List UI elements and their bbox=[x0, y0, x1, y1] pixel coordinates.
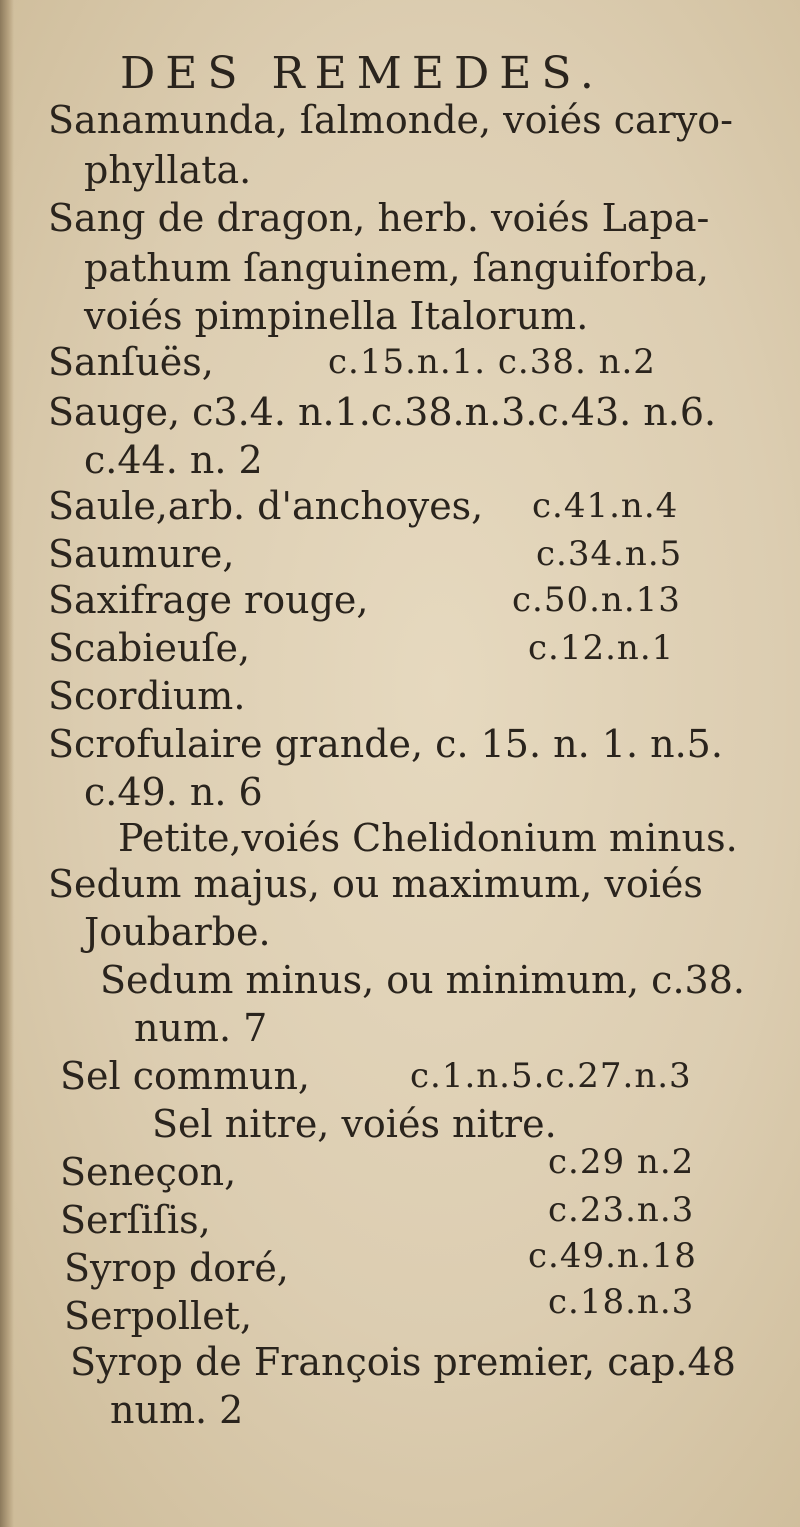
entry-saxifrage: Saxifrage rouge, bbox=[48, 578, 369, 622]
entry-sang-de-dragon: Sang de dragon, herb. voiés Lapa- bbox=[48, 196, 710, 240]
entry-saule: Saule,arb. d'anchoyes, bbox=[48, 484, 484, 528]
entry-scrofulaire: Scrofulaire grande, c. 15. n. 1. n.5. bbox=[48, 722, 723, 766]
entry-sedum-minus-cont: num. 7 bbox=[134, 1006, 268, 1050]
entry-sedum-majus-cont: Joubarbe. bbox=[84, 910, 271, 954]
entry-saule-ref: c.41.n.4 bbox=[532, 486, 679, 526]
entry-sansues-ref: c.15.n.1. c.38. n.2 bbox=[328, 342, 656, 382]
entry-serpollet: Serpollet, bbox=[64, 1294, 253, 1338]
entry-serpollet-ref: c.18.n.3 bbox=[548, 1282, 695, 1322]
entry-sang-de-dragon-cont2: voiés pimpinella Italorum. bbox=[84, 294, 589, 338]
entry-scabieuse-ref: c.12.n.1 bbox=[528, 628, 675, 668]
entry-sersifis: Serſiſis, bbox=[60, 1198, 211, 1242]
entry-sanamunda-cont: phyllata. bbox=[84, 148, 252, 192]
entry-saumure-ref: c.34.n.5 bbox=[536, 534, 683, 574]
entry-scrofulaire-petite: Petite,voiés Chelidonium minus. bbox=[118, 816, 738, 860]
entry-syrop-dore-ref: c.49.n.18 bbox=[528, 1236, 697, 1276]
entry-sersifis-ref: c.23.n.3 bbox=[548, 1190, 695, 1230]
entry-sedum-majus: Sedum majus, ou maximum, voiés bbox=[48, 862, 703, 906]
entry-senecon-ref: c.29 n.2 bbox=[548, 1142, 695, 1182]
entry-sedum-minus: Sedum minus, ou minimum, c.38. bbox=[100, 958, 745, 1002]
entry-syrop-francois-cont: num. 2 bbox=[110, 1388, 244, 1432]
entry-saxifrage-ref: c.50.n.13 bbox=[512, 580, 681, 620]
entry-syrop-francois: Syrop de François premier, cap.48 bbox=[70, 1340, 736, 1384]
page-spine-shadow bbox=[0, 0, 14, 1527]
entry-sauge: Sauge, c3.4. n.1.c.38.n.3.c.43. n.6. bbox=[48, 390, 717, 434]
entry-sel-commun: Sel commun, bbox=[60, 1054, 311, 1098]
entry-senecon: Seneçon, bbox=[60, 1150, 237, 1194]
entry-scordium: Scordium. bbox=[48, 674, 246, 718]
entry-saumure: Saumure, bbox=[48, 532, 235, 576]
running-head: DES REMEDES. bbox=[120, 48, 604, 99]
entry-scabieuse: Scabieuſe, bbox=[48, 626, 251, 670]
entry-sel-commun-ref: c.1.n.5.c.27.n.3 bbox=[410, 1056, 692, 1096]
entry-sansues: Sanſuës, bbox=[48, 340, 214, 384]
entry-sanamunda: Sanamunda, ſalmonde, voiés caryo- bbox=[48, 98, 734, 142]
entry-sel-nitre: Sel nitre, voiés nitre. bbox=[152, 1102, 557, 1146]
entry-scrofulaire-cont: c.49. n. 6 bbox=[84, 770, 263, 814]
entry-sang-de-dragon-cont: pathum ſanguinem, ſanguiforba, bbox=[84, 246, 709, 290]
entry-sauge-cont: c.44. n. 2 bbox=[84, 438, 263, 482]
entry-syrop-dore: Syrop doré, bbox=[64, 1246, 289, 1290]
